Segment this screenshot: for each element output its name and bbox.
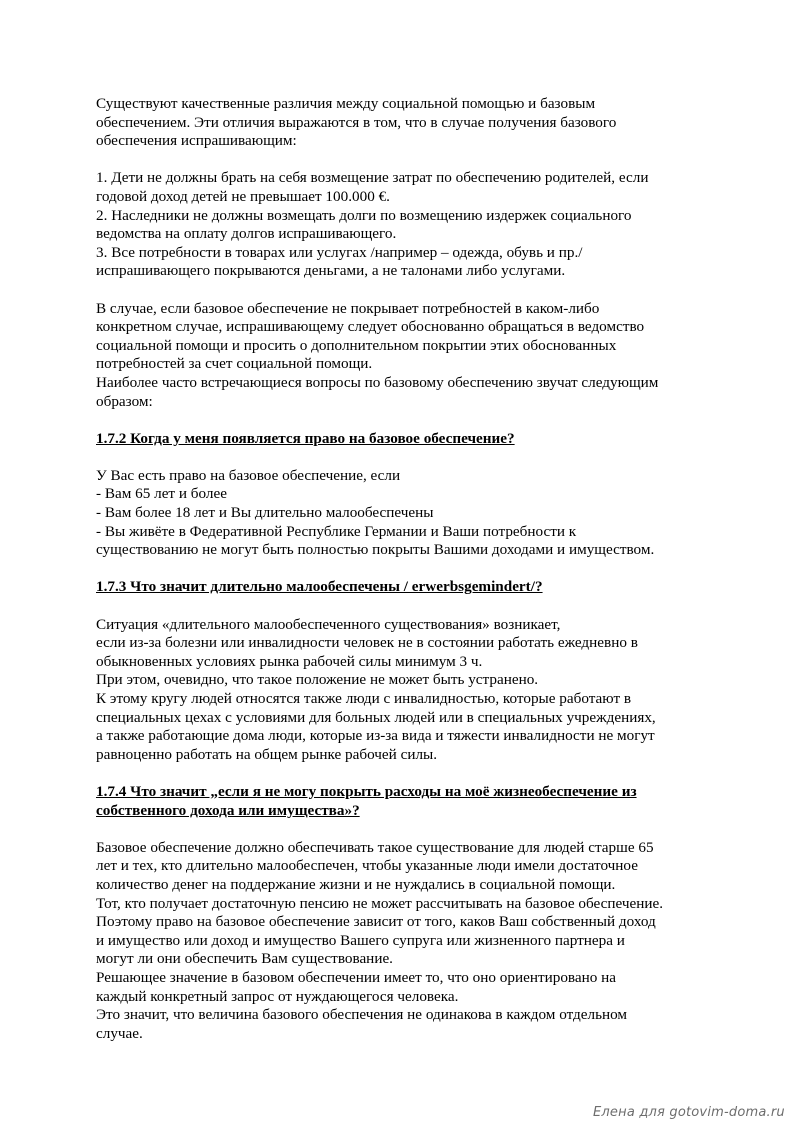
- text-line: У Вас есть право на базовое обеспечение, если: [96, 466, 401, 484]
- text-line: Базовое обеспечение должно обеспечивать такое существование для людей старше 65: [96, 838, 654, 856]
- watermark-footer: Елена для gotovim-doma.ru: [593, 1105, 785, 1120]
- text-line: Ситуация «длительного малообеспеченного существования» возникает,: [96, 615, 561, 633]
- text-line: а также работающие дома люди, которые из-за вида и тяжести инвалидности не могут: [96, 727, 655, 745]
- text-line: конкретном случае, испрашивающему следует обоснованно обращаться в ведомство: [96, 318, 645, 336]
- text-line: обеспечения испрашивающим:: [96, 132, 297, 150]
- list-item: испрашивающего покрываются деньгами, а не талонами либо услугами.: [96, 262, 566, 280]
- intro-paragraph: [96, 95, 736, 151]
- list-item: 1. Дети не должны брать на себя возмещение затрат по обеспечению родителей, если: [96, 169, 649, 187]
- heading-line: 1.7.4 Что значит „если я не могу покрыть расходы на моё жизнеобеспечение из: [96, 782, 637, 800]
- numbered-list: [96, 169, 736, 281]
- text-line: - Вам 65 лет и более: [96, 485, 227, 503]
- text-line: количество денег на поддержание жизни и не нуждались в социальной помощи.: [96, 875, 616, 893]
- heading-line: собственного дохода или имущества»?: [96, 801, 360, 819]
- text-line: могут ли они обеспечить Вам существование.: [96, 950, 393, 968]
- list-item: 3. Все потребности в товарах или услугах /например – одежда, обувь и пр./: [96, 243, 583, 261]
- text-line: - Вы живёте в Федеративной Республике Германии и Ваши потребности к: [96, 522, 577, 540]
- text-line: При этом, очевидно, что такое положение не может быть устранено.: [96, 671, 539, 689]
- text-line: обыкновенных условиях рынка рабочей силы минимум 3 ч.: [96, 652, 483, 670]
- text-line: обеспечением. Эти отличия выражаются в том, что в случае получения базового: [96, 113, 617, 131]
- text-line: Существуют качественные различия между социальной помощью и базовым: [96, 95, 596, 112]
- text-line: лет и тех, кто длительно малообеспечен, чтобы указанные люди имели достаточное: [96, 857, 638, 875]
- text-line: - Вам более 18 лет и Вы длительно малообеспечены: [96, 504, 434, 522]
- text-line: специальных цехах с условиями для больных людей или в специальных учреждениях,: [96, 708, 656, 726]
- text-line: Поэтому право на базовое обеспечение зависит от того, каков Ваш собственный доход: [96, 913, 656, 931]
- document-page: [96, 95, 736, 1043]
- list-item: ведомства на оплату долгов испрашивающего.: [96, 225, 397, 243]
- text-line: Тот, кто получает достаточную пенсию не может рассчитывать на базовое обеспечение.: [96, 894, 664, 912]
- text-line: Это значит, что величина базового обеспечения не одинакова в каждом отдельном: [96, 1006, 628, 1024]
- text-line: и имущество или доход и имущество Вашего супруга или жизненного партнера и: [96, 931, 625, 949]
- section-body-1-7-2: [96, 467, 736, 560]
- section-heading-1-7-4: [96, 783, 736, 820]
- text-line: равноценно работать на общем рынке рабочей силы.: [96, 745, 438, 763]
- list-item: годовой доход детей не превышает 100.000 €.: [96, 187, 390, 205]
- section-body-1-7-4: [96, 839, 736, 1044]
- text-line: социальной помощи и просить о дополнительном покрытии этих обоснованных: [96, 336, 617, 354]
- section-heading-1-7-2: 1.7.2 Когда у меня появляется право на базовое обеспечение?: [96, 429, 515, 447]
- text-line: случае.: [96, 1024, 143, 1042]
- text-line: Решающее значение в базовом обеспечении имеет то, что оно ориентировано на: [96, 968, 617, 986]
- text-line: потребностей за счет социальной помощи.: [96, 355, 373, 373]
- extra-coverage-paragraph: [96, 300, 736, 412]
- text-line: Наиболее часто встречающиеся вопросы по базовому обеспечению звучат следующим: [96, 373, 659, 391]
- text-line: если из-за болезни или инвалидности человек не в состоянии работать ежедневно в: [96, 634, 638, 652]
- text-line: образом:: [96, 392, 153, 410]
- section-body-1-7-3: [96, 616, 736, 765]
- section-heading-1-7-3: 1.7.3 Что значит длительно малообеспечены / erwerbsgemindert/?: [96, 578, 543, 596]
- text-line: К этому кругу людей относятся также люди с инвалидностью, которые работают в: [96, 690, 632, 707]
- text-line: В случае, если базовое обеспечение не покрывает потребностей в каком-либо: [96, 299, 600, 317]
- list-item: 2. Наследники не должны возмещать долги по возмещению издержек социального: [96, 206, 632, 224]
- text-line: каждый конкретный запрос от нуждающегося человека.: [96, 987, 459, 1005]
- text-line: существованию не могут быть полностью покрыты Вашими доходами и имуществом.: [96, 541, 655, 559]
